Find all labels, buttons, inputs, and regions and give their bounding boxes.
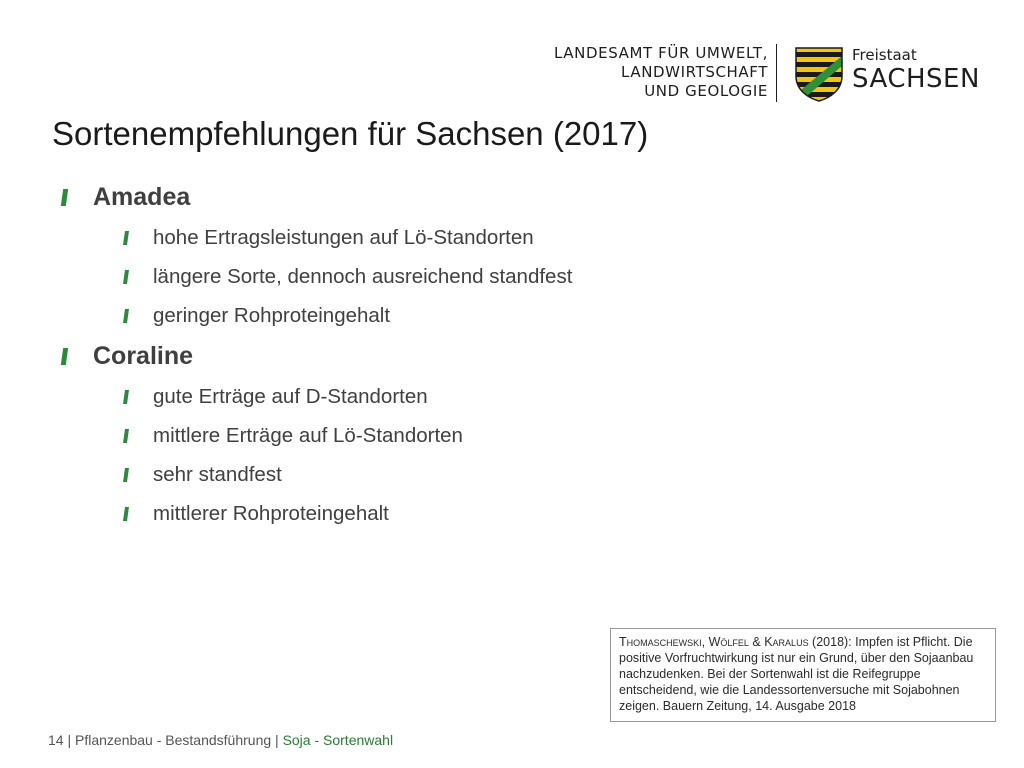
citation-separator: , — [701, 635, 709, 649]
agency-line-1: LANDESAMT FÜR UMWELT, — [554, 44, 768, 62]
agency-line-3: UND GEOLOGIE — [644, 82, 768, 100]
agency-name — [554, 44, 768, 101]
list-item-text: sehr standfest — [153, 462, 282, 486]
list-item-text: mittlerer Rohproteingehalt — [153, 501, 389, 525]
list-item — [62, 494, 572, 533]
bullet-marker-icon — [123, 309, 129, 323]
state-name-large: SACHSEN — [852, 64, 980, 94]
list-item — [62, 218, 572, 257]
bullet-marker-icon — [123, 231, 129, 245]
variety-list — [62, 176, 572, 533]
bullet-marker-icon — [123, 507, 129, 521]
list-item-text: mittlere Erträge auf Lö-Standorten — [153, 423, 463, 447]
list-item — [62, 416, 572, 455]
agency-line-2: LANDWIRTSCHAFT — [621, 63, 768, 81]
bullet-marker-icon — [61, 348, 68, 365]
list-item-text: gute Erträge auf D-Standorten — [153, 384, 428, 408]
variety-name: Coraline — [93, 341, 194, 370]
footer-section: Pflanzenbau - Bestandsführung — [75, 732, 272, 748]
variety-heading — [62, 335, 572, 377]
list-item-text: geringer Rohproteingehalt — [153, 303, 391, 327]
citation-author: Karalus — [764, 635, 809, 649]
citation-box — [610, 628, 996, 722]
citation-author: Thomaschewski — [619, 635, 702, 649]
bullet-marker-icon — [123, 390, 129, 404]
list-item — [62, 377, 572, 416]
page-number: 14 — [48, 732, 64, 748]
variety-heading — [62, 176, 572, 218]
slide-footer — [48, 731, 393, 749]
bullet-marker-icon — [123, 270, 129, 284]
footer-topic: Soja - Sortenwahl — [282, 732, 394, 748]
slide-title: Sortenempfehlungen für Sachsen (2017) — [52, 115, 649, 152]
citation-text: (2018): Impfen ist Pflicht. Die positive Vorfruchtwirkung ist nur ein Grund, über den Sojaanbau nachzudenken. Bei der Sortenwahl ist die Reifegruppe entscheidend, wie die Landessortenversuche mit Sojabohnen zeigen. Bauern Zeitung, 14. Ausgabe 2018 — [619, 635, 974, 713]
list-item — [62, 257, 572, 296]
list-item — [62, 455, 572, 494]
header-divider — [776, 44, 777, 102]
citation-separator: & — [748, 635, 765, 649]
list-item-text: längere Sorte, dennoch ausreichend standfest — [153, 264, 573, 288]
list-item-text: hohe Ertragsleistungen auf Lö-Standorten — [153, 225, 534, 249]
bullet-marker-icon — [123, 429, 129, 443]
variety-name: Amadea — [93, 182, 191, 211]
list-item — [62, 296, 572, 335]
bullet-marker-icon — [61, 189, 68, 206]
saxony-coat-of-arms-icon — [794, 46, 844, 102]
state-name-small: Freistaat — [852, 46, 917, 64]
footer-separator: | — [271, 732, 283, 748]
footer-separator: | — [63, 732, 75, 748]
bullet-marker-icon — [123, 468, 129, 482]
state-wordmark — [852, 46, 980, 94]
citation-author: Wölfel — [708, 635, 749, 649]
